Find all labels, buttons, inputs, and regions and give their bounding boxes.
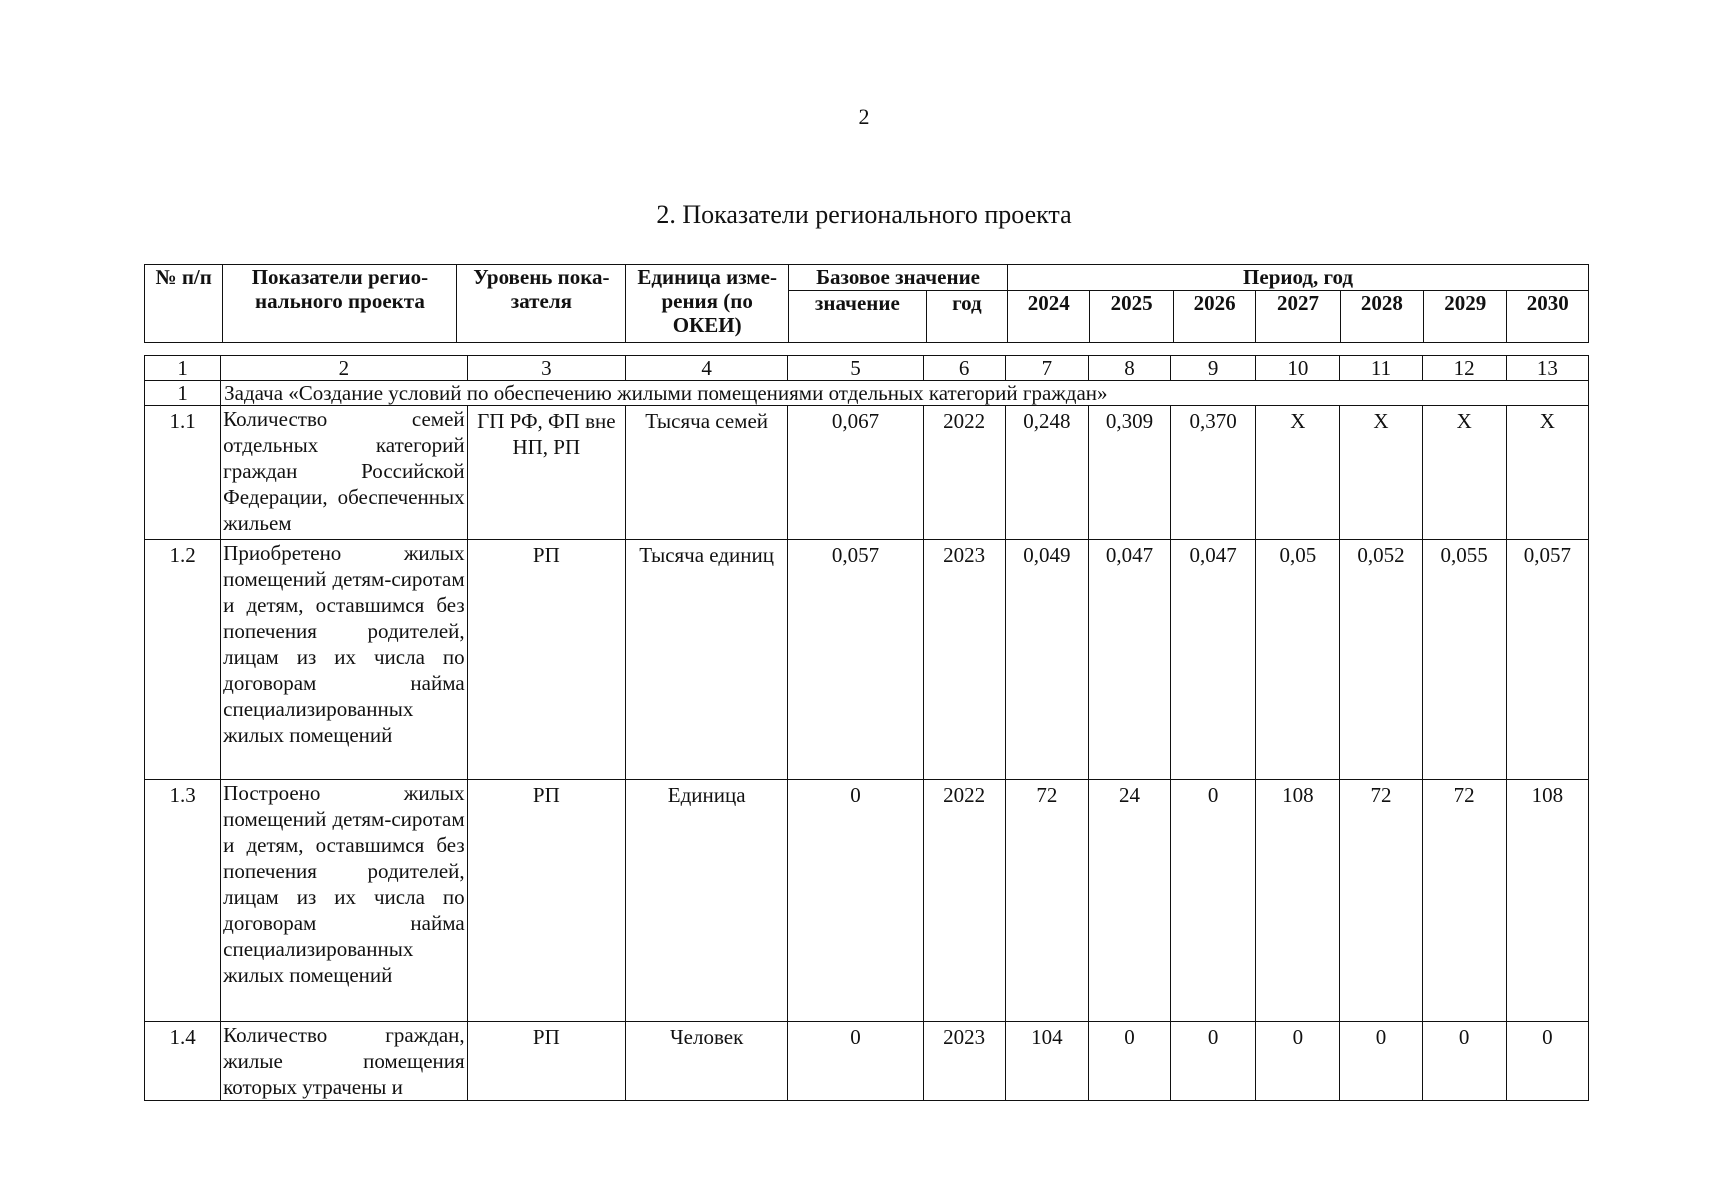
year-value: 72: [1340, 780, 1422, 1022]
year-value: 0: [1088, 1022, 1170, 1101]
header-period: Период, год: [1008, 265, 1589, 291]
header-base: Базовое значение: [789, 265, 1008, 291]
base-value: 0,057: [788, 540, 923, 780]
table-row: [145, 780, 1589, 1022]
year-value: 0: [1506, 1022, 1588, 1101]
indicators-body-table: [144, 355, 1589, 1101]
task-number: 1: [145, 381, 221, 406]
header-indicator: Показатели регио-нального проекта: [223, 265, 457, 343]
column-number: 1: [145, 356, 221, 381]
header-num: № п/п: [145, 265, 223, 343]
year-value: 104: [1005, 1022, 1088, 1101]
indicator-unit: Единица: [625, 780, 787, 1022]
year-value: 0,049: [1005, 540, 1088, 780]
year-value: 72: [1422, 780, 1506, 1022]
table-row: [145, 1022, 1589, 1101]
row-number: 1.2: [145, 540, 221, 780]
indicator-name: Количество семей отдельных категорий граждан Российской Федерации, обеспеченных жильем: [221, 406, 468, 540]
header-year: 2024: [1008, 291, 1090, 343]
year-value: 0: [1256, 1022, 1340, 1101]
header-year: 2025: [1090, 291, 1173, 343]
row-number: 1.1: [145, 406, 221, 540]
year-value: 0,05: [1256, 540, 1340, 780]
year-value: 108: [1506, 780, 1588, 1022]
column-number: 7: [1005, 356, 1088, 381]
row-number: 1.3: [145, 780, 221, 1022]
column-number: 9: [1171, 356, 1256, 381]
year-value: 0,047: [1171, 540, 1256, 780]
year-value: 0: [1171, 1022, 1256, 1101]
column-number: 2: [221, 356, 468, 381]
indicators-header-table: [144, 264, 1589, 343]
column-number: 4: [625, 356, 787, 381]
year-value: 0,309: [1088, 406, 1170, 540]
column-number: 3: [467, 356, 625, 381]
indicator-level: РП: [467, 1022, 625, 1101]
task-row: [145, 381, 1589, 406]
year-value: 0: [1171, 780, 1256, 1022]
column-number: 13: [1506, 356, 1588, 381]
year-value: X: [1422, 406, 1506, 540]
base-year: 2022: [923, 406, 1005, 540]
header-base-year: год: [926, 291, 1007, 343]
table-row: [145, 406, 1589, 540]
table-row: [145, 540, 1589, 780]
column-number: 10: [1256, 356, 1340, 381]
year-value: 0,055: [1422, 540, 1506, 780]
row-number: 1.4: [145, 1022, 221, 1101]
base-value: 0: [788, 780, 923, 1022]
column-number: 11: [1340, 356, 1422, 381]
header-year: 2026: [1173, 291, 1255, 343]
header-base-value: значение: [789, 291, 927, 343]
indicator-unit: Тысяча семей: [625, 406, 787, 540]
year-value: 24: [1088, 780, 1170, 1022]
base-year: 2022: [923, 780, 1005, 1022]
base-year: 2023: [923, 540, 1005, 780]
year-value: 0,047: [1088, 540, 1170, 780]
indicator-level: РП: [467, 780, 625, 1022]
year-value: 0: [1422, 1022, 1506, 1101]
indicator-name: Построено жилых помещений детям-сиротам и детям, оставшимся без попечения родителей, лицам из их числа по договорам найма специализированных жилых помещений: [221, 780, 468, 1022]
year-value: 0,052: [1340, 540, 1422, 780]
year-value: 0,057: [1506, 540, 1588, 780]
indicator-level: ГП РФ, ФП вне НП, РП: [467, 406, 625, 540]
year-value: 0,370: [1171, 406, 1256, 540]
year-value: 72: [1005, 780, 1088, 1022]
column-number: 12: [1422, 356, 1506, 381]
year-value: X: [1340, 406, 1422, 540]
header-year: 2028: [1340, 291, 1423, 343]
column-number: 6: [923, 356, 1005, 381]
year-value: 0,248: [1005, 406, 1088, 540]
column-numbers-row: [145, 356, 1589, 381]
indicator-level: РП: [467, 540, 625, 780]
header-year: 2029: [1424, 291, 1507, 343]
indicator-unit: Тысяча единиц: [625, 540, 787, 780]
task-text: Задача «Создание условий по обеспечению жилыми помещениями отдельных категорий граждан»: [221, 381, 1589, 406]
indicator-name: Приобретено жилых помещений детям-сиротам и детям, оставшимся без попечения родителей, лицам из их числа по договорам найма специализированных жилых помещений: [221, 540, 468, 780]
header-year: 2030: [1507, 291, 1589, 343]
column-number: 8: [1088, 356, 1170, 381]
year-value: 108: [1256, 780, 1340, 1022]
year-value: 0: [1340, 1022, 1422, 1101]
header-level: Уровень пока-зателя: [457, 265, 626, 343]
header-unit: Единица изме-рения (по ОКЕИ): [626, 265, 789, 343]
base-year: 2023: [923, 1022, 1005, 1101]
header-year: 2027: [1256, 291, 1340, 343]
column-number: 5: [788, 356, 923, 381]
year-value: X: [1256, 406, 1340, 540]
year-value: X: [1506, 406, 1588, 540]
page-number: 2: [858, 104, 870, 129]
indicator-name: Количество граждан, жилые помещения которых утрачены и: [221, 1022, 468, 1101]
indicator-unit: Человек: [625, 1022, 787, 1101]
document-title: 2. Показатели регионального проекта: [656, 200, 1072, 229]
base-value: 0,067: [788, 406, 923, 540]
base-value: 0: [788, 1022, 923, 1101]
